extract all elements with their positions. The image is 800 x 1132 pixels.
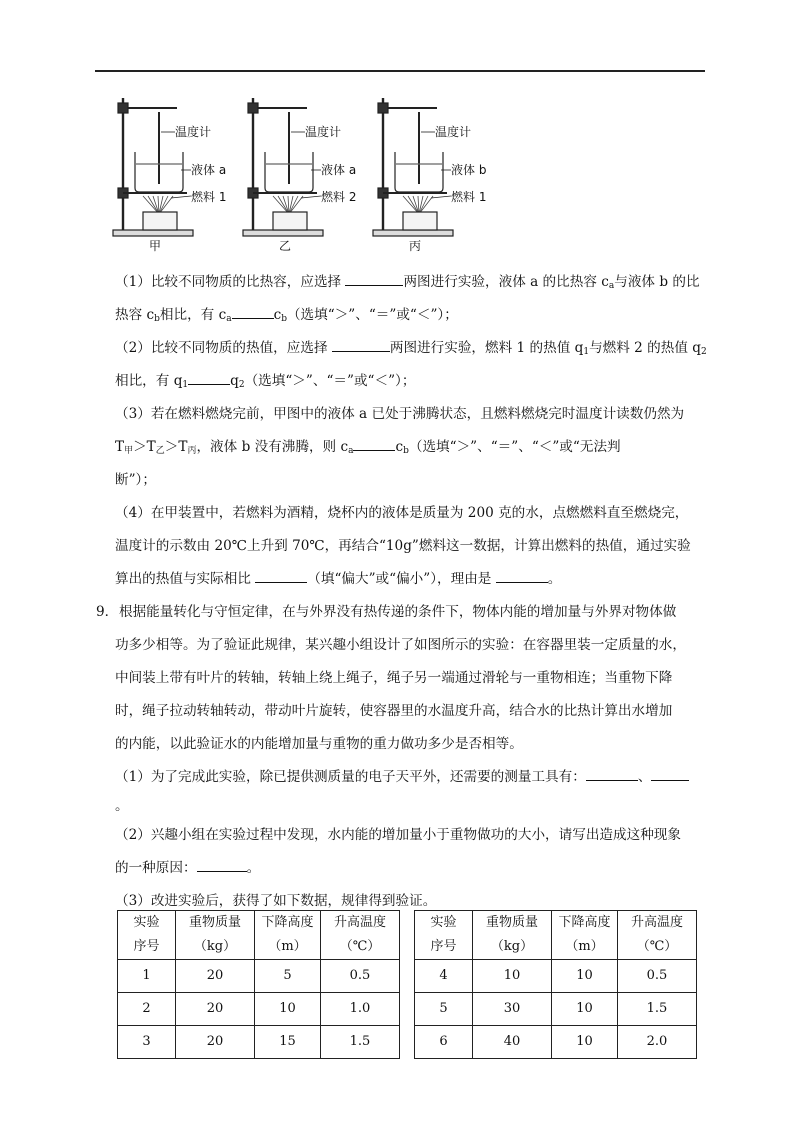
table-row — [118, 960, 697, 993]
table-cell: 10 — [552, 1026, 618, 1059]
table-cell: 5 — [255, 960, 321, 993]
answer-blank[interactable] — [353, 438, 395, 451]
burner — [143, 212, 177, 230]
table-header-cell: 实验 序号 — [415, 911, 473, 960]
table-cell: 20 — [176, 960, 255, 993]
label-fuel: 燃料 2 — [321, 190, 357, 204]
answer-blank[interactable] — [332, 339, 390, 352]
q9-part3: （3）改进实验后，获得了如下数据，规律得到验证。 — [115, 893, 437, 909]
q8-part3-line1: （3）若在燃料燃烧完前，甲图中的液体 a 已处于沸腾状态，且燃料燃烧完时温度计读数仍然为 — [115, 406, 685, 422]
apparatus-jia — [105, 92, 235, 252]
table-header-cell: 升高温度 （℃） — [321, 911, 400, 960]
table-gap-cell — [400, 960, 415, 993]
label-thermometer: 温度计 — [305, 125, 342, 139]
table-gap-cell — [400, 911, 415, 960]
q9-part2-line1: （2）兴趣小组在实验过程中发现，水内能的增加量小于重物做功的大小，请写出造成这种现象 — [115, 827, 681, 843]
label-liquid: 液体 a — [321, 163, 357, 177]
table-cell: 3 — [118, 1026, 176, 1059]
q8-part4-line2: 温度计的示数由 20℃上升到 70℃，再结合“10g”燃料这一数据，计算出燃料的热值，通过实验 — [115, 538, 691, 554]
data-table — [117, 910, 697, 1059]
label-liquid: 液体 b — [451, 163, 487, 177]
flame — [143, 196, 159, 214]
q9-line4: 时，绳子拉动转轴转动，带动叶片旋转，使容器里的水温度升高，结合水的比热计算出水增加 — [115, 703, 673, 719]
q8-part1-line2: 热容 $c_b$相比，有 $c_a$ $c_b$（选填“＞”、“＝”或“＜”）； — [115, 307, 458, 324]
q9-line5: 的内能，以此验证水的内能增加量与重物的重力做功多少是否相等。 — [115, 736, 523, 752]
q8-part2-line1: （2）比较不同物质的热值，应选择 两图进行实验，燃料 1 的热值 $q_1$与燃料 2 的热值 $q_2$ — [115, 340, 707, 357]
table-header-cell: 下降高度 （m） — [255, 911, 321, 960]
answer-blank[interactable] — [188, 372, 230, 385]
table-header-cell: 升高温度 （℃） — [618, 911, 697, 960]
q9-part1: （1）为了完成此实验，除已提供测质量的电子天平外，还需要的测量工具有： 、 — [115, 768, 689, 786]
table-cell: 1.5 — [321, 1026, 400, 1059]
table-cell: 10 — [552, 960, 618, 993]
q9-line1: 根据能量转化与守恒定律，在与外界没有热传递的条件下，物体内能的增加量与外界对物体做 — [119, 604, 677, 620]
table-cell: 6 — [415, 1026, 473, 1059]
table-cell: 20 — [176, 1026, 255, 1059]
answer-blank[interactable] — [651, 768, 689, 781]
question-number: 9． — [96, 604, 119, 620]
table-header-cell: 实验 序号 — [118, 911, 176, 960]
stand-base — [373, 230, 453, 236]
stand-base — [113, 230, 193, 236]
table-cell: 10 — [255, 993, 321, 1026]
table-cell: 15 — [255, 1026, 321, 1059]
q9-part2-line2: 的一种原因： 。 — [115, 860, 261, 876]
flame — [159, 196, 168, 214]
table-cell: 0.5 — [618, 960, 697, 993]
table-cell: 1 — [118, 960, 176, 993]
table-row — [118, 993, 697, 1026]
apparatus-bing — [365, 92, 495, 252]
q8-part2-line2: 相比，有 $q_1$ $q_2$（选填“＞”、“＝”或“＜”）； — [115, 373, 416, 390]
label-thermometer: 温度计 — [435, 125, 472, 139]
label-liquid: 液体 a — [191, 163, 227, 177]
apparatus-drawing — [365, 92, 495, 252]
q9-line2: 功多少相等。为了验证此规律，某兴趣小组设计了如图所示的实验：在容器里装一定质量的水， — [115, 637, 686, 653]
answer-blank[interactable] — [197, 859, 247, 872]
table-cell: 40 — [473, 1026, 552, 1059]
apparatus-figures — [105, 92, 505, 252]
burner — [403, 212, 437, 230]
q8-part3-line2: $T_甲>T_乙>T_丙$，液体 b 没有沸腾，则 $c_a$ $c_b$（选填“＞”、“＝”、“＜”或“无法判 — [115, 439, 621, 456]
flame — [289, 196, 298, 214]
q9-part1-end: 。 — [115, 798, 129, 814]
table-gap-cell — [400, 993, 415, 1026]
q9-line3: 中间装上带有叶片的转轴，转轴上绕上绳子，绳子另一端通过滑轮与一重物相连；当重物下降 — [115, 670, 673, 686]
table-cell: 1.5 — [618, 993, 697, 1026]
q8-part1-line1: （1）比较不同物质的比热容，应选择 两图进行实验，液体 a 的比热容 $c_a$与液体 b 的比 — [115, 274, 700, 291]
table-cell: 4 — [415, 960, 473, 993]
table-header-row — [118, 911, 697, 960]
answer-blank[interactable] — [496, 570, 548, 583]
table-cell: 5 — [415, 993, 473, 1026]
table-cell: 2.0 — [618, 1026, 697, 1059]
burner — [273, 212, 307, 230]
answer-blank[interactable] — [586, 768, 638, 781]
flame — [273, 196, 289, 214]
apparatus-yi — [235, 92, 365, 252]
flame — [403, 196, 419, 214]
stand-base — [243, 230, 323, 236]
answer-blank[interactable] — [345, 273, 403, 286]
clamp — [378, 103, 388, 113]
q8-part3-line3: 断”）； — [115, 472, 156, 488]
leader-line — [171, 196, 191, 198]
figure-caption: 乙 — [279, 239, 292, 252]
table-cell: 0.5 — [321, 960, 400, 993]
table-header-cell: 下降高度 （m） — [552, 911, 618, 960]
table-cell: 1.0 — [321, 993, 400, 1026]
table-cell: 2 — [118, 993, 176, 1026]
table-header-cell: 重物质量 （kg） — [176, 911, 255, 960]
answer-blank[interactable] — [255, 570, 307, 583]
apparatus-drawing — [105, 92, 235, 252]
apparatus-drawing — [235, 92, 365, 252]
label-fuel: 燃料 1 — [191, 190, 227, 204]
q8-part4-line1: （4）在甲装置中，若燃料为酒精，烧杯内的液体是质量为 200 克的水，点燃燃料直至燃烧完， — [115, 505, 689, 521]
label-thermometer: 温度计 — [175, 125, 212, 139]
table-gap-cell — [400, 1026, 415, 1059]
clamp — [118, 103, 128, 113]
figure-caption: 丙 — [409, 239, 422, 252]
table-cell: 30 — [473, 993, 552, 1026]
figure-caption: 甲 — [149, 239, 162, 252]
table-cell: 10 — [473, 960, 552, 993]
leader-line — [301, 196, 321, 198]
table-cell: 20 — [176, 993, 255, 1026]
table-cell: 10 — [552, 993, 618, 1026]
q8-part4-line3: 算出的热值与实际相比 （填“偏大”或“偏小”），理由是 。 — [115, 571, 562, 587]
label-fuel: 燃料 1 — [451, 190, 487, 204]
table-row — [118, 1026, 697, 1059]
clamp — [248, 103, 258, 113]
answer-blank[interactable] — [232, 306, 274, 319]
table-header-cell: 重物质量 （kg） — [473, 911, 552, 960]
leader-line — [431, 196, 451, 198]
header-rule — [95, 70, 705, 72]
flame — [419, 196, 428, 214]
